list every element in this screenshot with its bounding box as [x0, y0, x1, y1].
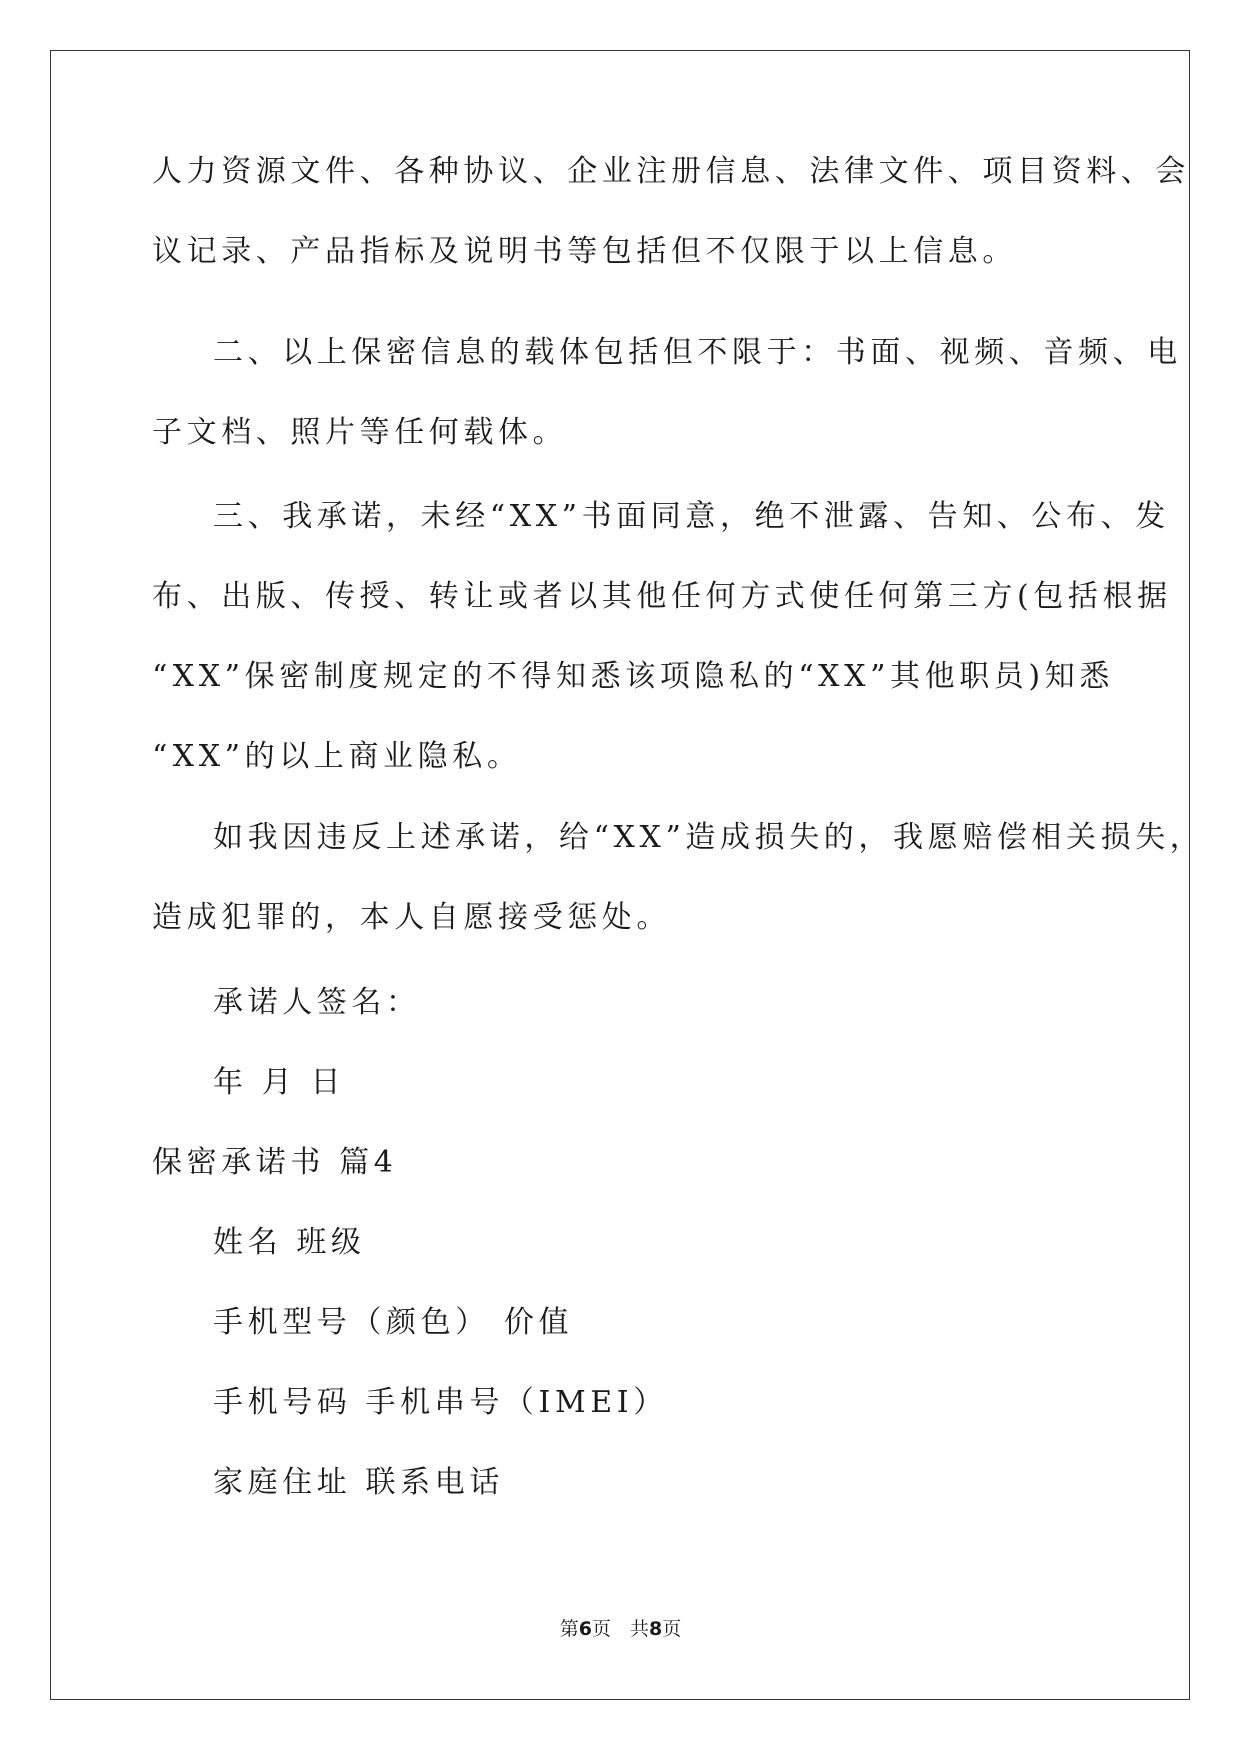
section-heading: 保密承诺书 篇4 [152, 1145, 398, 1180]
paragraph-line: 三、我承诺，未经“XX”书面同意，绝不泄露、告知、公布、发 [213, 499, 1170, 534]
form-field-line: 手机型号（颜色） 价值 [213, 1305, 574, 1340]
paragraph-line: “XX”的以上商业隐私。 [152, 739, 522, 774]
page-mid: 页 共 [591, 1618, 649, 1640]
paragraph-line: 造成犯罪的，本人自愿接受惩处。 [152, 900, 671, 935]
paragraph-line: 人力资源文件、各种协议、企业注册信息、法律文件、项目资料、会 [152, 154, 1190, 189]
form-field-line: 家庭住址 联系电话 [213, 1465, 504, 1500]
paragraph-line: 子文档、照片等任何载体。 [152, 415, 568, 450]
paragraph-line: “XX”保密制度规定的不得知悉该项隐私的“XX”其他职员)知悉 [152, 659, 1114, 694]
form-field-line: 姓名 班级 [213, 1225, 366, 1260]
paragraph-line: 布、出版、传授、转让或者以其他任何方式使任何第三方(包括根据 [152, 579, 1172, 614]
paragraph-line: 如我因违反上述承诺，给“XX”造成损失的，我愿赔偿相关损失， [213, 820, 1205, 855]
signature-label: 承诺人签名： [213, 985, 421, 1020]
paragraph-line: 二、以上保密信息的载体包括但不限于：书面、视频、音频、电 [213, 335, 1182, 370]
page-prefix: 第 [559, 1618, 579, 1640]
form-field-line: 手机号码 手机串号（IMEI） [213, 1385, 668, 1420]
current-page-number: 6 [578, 1618, 592, 1640]
page-suffix: 页 [662, 1618, 682, 1640]
total-page-number: 8 [649, 1618, 663, 1640]
page-footer [0, 1617, 1241, 1641]
page-border [50, 50, 1190, 1700]
paragraph-line: 议记录、产品指标及说明书等包括但不仅限于以上信息。 [152, 234, 1017, 269]
date-line: 年 月 日 [213, 1065, 346, 1100]
